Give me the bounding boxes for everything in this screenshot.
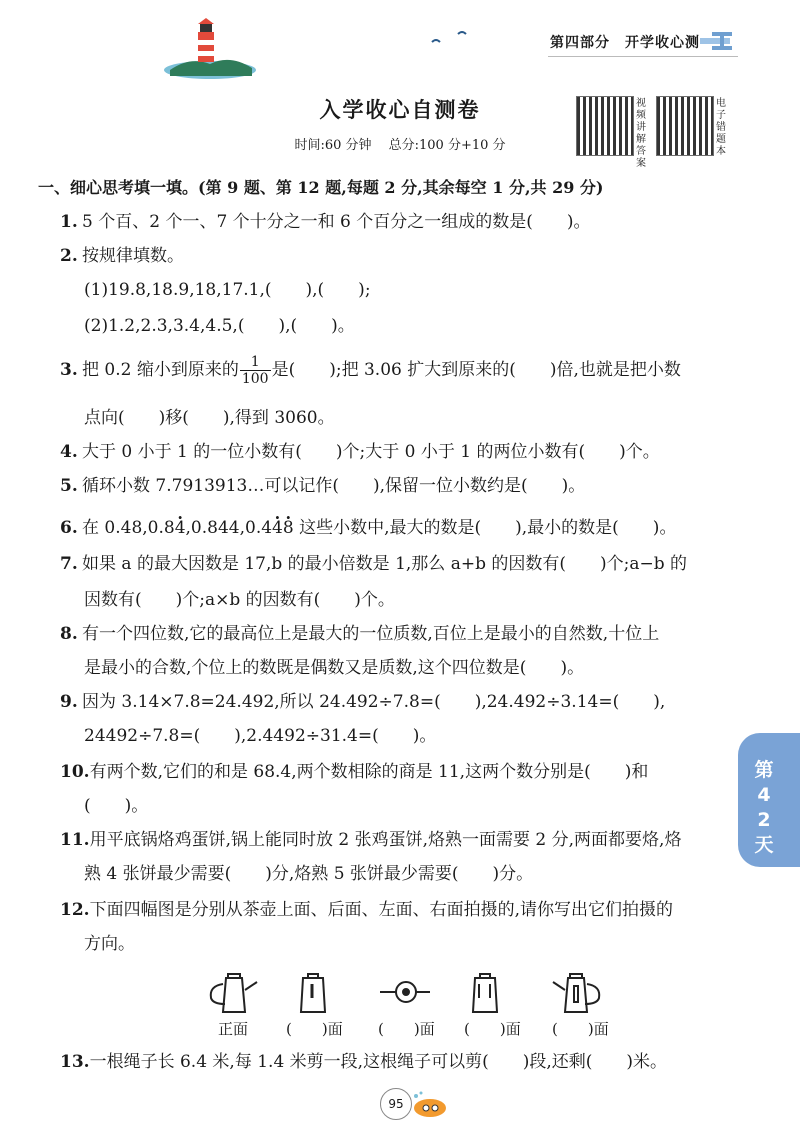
question-text-post: 是( );把 3.06 扩大到原来的( )倍,也就是把小数 [271,360,681,380]
view-label-front: 正面 [218,1020,249,1038]
teapot-reverse-icon [548,972,604,1014]
day-tab-label: 第42天 [754,759,774,856]
question-12 [60,898,673,922]
question-number: 8. [60,624,78,644]
question-text: 一根绳子长 6.4 米,每 1.4 米剪一段,这根绳子可以剪( )段,还剩( )米。 [89,1052,668,1072]
question-text: 有一个四位数,它的最高位上是最大的一位质数,百位上是最小的自然数,十位上 [82,624,660,644]
teapot-front-icon [206,972,262,1014]
fraction-denominator: 100 [241,371,269,387]
question-3-line-2: 点向( )移( ),得到 3060。 [84,408,335,428]
question-10-line-2: ( )。 [84,796,149,816]
section-label: 第四部分 开学收心测 [550,35,700,51]
question-text-pre: 在 0.48,0.8 [82,518,175,538]
repeating-digit: · 4 [272,518,283,538]
question-2-part-1: (1)19.8,18.9,18,17.1,( ),( ); [84,280,371,300]
question-number: 6. [60,518,78,538]
question-text-pre: 把 0.2 缩小到原来的 [82,360,239,380]
question-number: 4. [60,442,78,462]
question-7 [60,552,687,576]
question-text: 因为 3.14×7.8=24.492,所以 24.492÷7.8=( ),24.492÷3.14=( ), [82,692,666,712]
view-label-3: ( )面 [378,1020,435,1038]
question-13 [60,1050,667,1074]
question-number: 11. [60,830,90,850]
question-12-line-2: 方向。 [84,934,135,954]
question-10 [60,760,648,784]
question-number: 7. [60,554,78,574]
question-2 [60,244,184,268]
page-number: 95 [380,1088,412,1120]
error-book-qr-code[interactable] [656,96,714,156]
question-text-post: 这些小数中,最大的数是( ),最小的数是( )。 [293,518,677,538]
teapot-back-icon [470,972,500,1014]
question-text: 按规律填数。 [82,246,184,266]
lighthouse-illustration [160,18,260,80]
question-text: 5 个百、2 个一、7 个十分之一和 6 个百分之一组成的数是( )。 [82,212,591,232]
question-number: 1. [60,212,78,232]
question-4 [60,440,660,464]
view-label-5: ( )面 [552,1020,609,1038]
question-1 [60,210,591,234]
birds-icon [430,28,470,48]
question-5 [60,474,585,498]
question-2-part-2: (2)1.2,2.3,3.4,4.5,( ),( )。 [84,316,355,336]
question-number: 12. [60,900,90,920]
question-number: 2. [60,246,78,266]
question-8-line-2: 是最小的合数,个位上的数既是偶数又是质数,这个四位数是( )。 [84,658,585,678]
view-label-4: ( )面 [464,1020,521,1038]
question-number: 3. [60,360,78,380]
question-text: 用平底锅烙鸡蛋饼,锅上能同时放 2 张鸡蛋饼,烙熟一面需要 2 分,两面都要烙,烙 [89,830,682,850]
question-number: 10. [60,762,90,782]
error-book-qr-label: 电子错题本 [716,98,726,157]
question-number: 5. [60,476,78,496]
question-9-line-2: 24492÷7.8=( ),2.4492÷31.4=( )。 [84,726,437,746]
video-qr-code[interactable] [576,96,634,156]
exam-info: 时间:60 分钟 总分:100 分+10 分 [294,138,506,153]
question-text: 有两个数,它们的和是 68.4,两个数相除的商是 11,这两个数分别是( )和 [89,762,649,782]
page-title: 入学收心自测卷 [319,97,481,122]
question-number: 9. [60,692,78,712]
header-badge-icon [700,30,736,52]
question-3 [60,354,681,387]
question-text-mid: ,0.844,0.4 [185,518,273,538]
teapot-side-icon [298,972,328,1014]
question-number: 13. [60,1052,90,1072]
question-8 [60,622,659,646]
question-text: 大于 0 小于 1 的一位小数有( )个;大于 0 小于 1 的两位小数有( )个。 [82,442,660,462]
question-text: 如果 a 的最大因数是 17,b 的最小倍数是 1,那么 a+b 的因数有( )个;a−b 的 [82,554,688,574]
question-text: 循环小数 7.7913913…可以记作( ),保留一位小数约是( )。 [82,476,586,496]
question-text: 下面四幅图是分别从茶壶上面、后面、左面、右面拍摄的,请你写出它们拍摄的 [89,900,673,920]
fraction-numerator: 1 [240,354,271,371]
question-11 [60,828,681,852]
video-qr-label: 视频讲解答案 [636,98,646,169]
section-heading: 一、细心思考填一填。(第 9 题、第 12 题,每题 2 分,其余每空 1 分,共 29 分) [38,178,604,197]
repeating-digit: · 8 [283,518,294,538]
question-6 [60,516,676,540]
question-7-line-2: 因数有( )个;a×b 的因数有( )个。 [84,590,395,610]
fraction [240,354,271,387]
view-label-2: ( )面 [286,1020,343,1038]
repeating-digit: · 4 [175,518,186,538]
teapot-top-icon [378,972,434,1014]
submarine-icon [408,1090,450,1120]
header-divider [548,56,738,57]
question-11-line-2: 熟 4 张饼最少需要( )分,烙熟 5 张饼最少需要( )分。 [84,864,534,884]
question-9 [60,690,665,714]
